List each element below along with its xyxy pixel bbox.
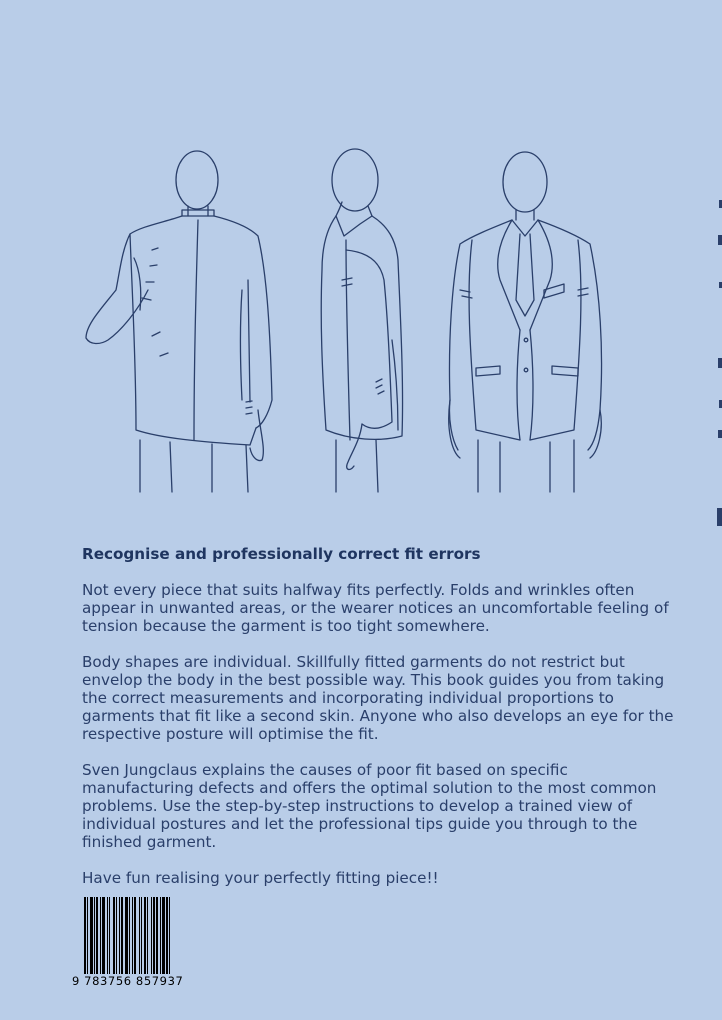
barcode-bar <box>153 897 155 975</box>
spine-edge-marks <box>714 190 722 530</box>
barcode-bar <box>129 897 130 975</box>
blurb-paragraph-3: Sven Jungclaus explains the causes of poor fit based on specific manufacturing defects and offers the optimal solution to the most common problems. Use the step-by-step instructions to develop a trained view of individual postures and let the professional tips guide you through to the finished garment. <box>82 761 657 851</box>
barcode-bar <box>109 897 110 975</box>
blurb-paragraph-2: Body shapes are individual. Skillfully fitted garments do not restrict but envelop the body in the best possible way. This book guides you from taking the correct measurements and incorporating individual proportions to garments that fit like a second skin. Anyone who also develops an eye for the respective posture will optimise the fit. <box>82 653 674 743</box>
barcode-bar <box>134 897 136 975</box>
jacket-fit-illustration <box>80 140 620 500</box>
figure-side-view <box>321 149 402 492</box>
barcode-bar <box>147 897 148 975</box>
blurb-heading: Recognise and professionally correct fit errors <box>82 545 481 563</box>
barcode-bar <box>84 897 86 975</box>
barcode-bar <box>139 897 140 975</box>
barcode-bar <box>156 897 158 975</box>
back-cover-blurb <box>82 545 682 905</box>
barcode-bar <box>121 897 123 975</box>
barcode-bar <box>94 897 95 975</box>
barcode-bar <box>151 897 152 975</box>
barcode-bar <box>102 897 105 975</box>
figure-back-view <box>86 151 272 492</box>
barcode-bar <box>107 897 108 975</box>
barcode-bar <box>100 897 101 975</box>
isbn-number: 9 783756 857937 <box>72 974 198 988</box>
barcode-bar <box>116 897 117 975</box>
barcode-bar <box>119 897 120 975</box>
barcode-bar <box>162 897 165 975</box>
barcode-bar <box>141 897 142 975</box>
barcode-bar <box>132 897 133 975</box>
blurb-paragraph-4: Have fun realising your perfectly fitting piece!! <box>82 869 439 887</box>
barcode-bar <box>125 897 128 975</box>
figure-front-view <box>449 152 602 492</box>
barcode-bar <box>96 897 98 975</box>
barcode-bar <box>144 897 146 975</box>
barcode-bar <box>113 897 115 975</box>
barcode-bar <box>160 897 161 975</box>
barcode-bar <box>169 897 170 975</box>
barcode-bar <box>87 897 88 975</box>
barcode-bar <box>166 897 168 975</box>
barcode-bar <box>90 897 93 975</box>
blurb-paragraph-1: Not every piece that suits halfway fits perfectly. Folds and wrinkles often appear in unwanted areas, or the wearer notices an uncomfortable feeling of tension because the garment is too tight somewhere. <box>82 581 669 635</box>
